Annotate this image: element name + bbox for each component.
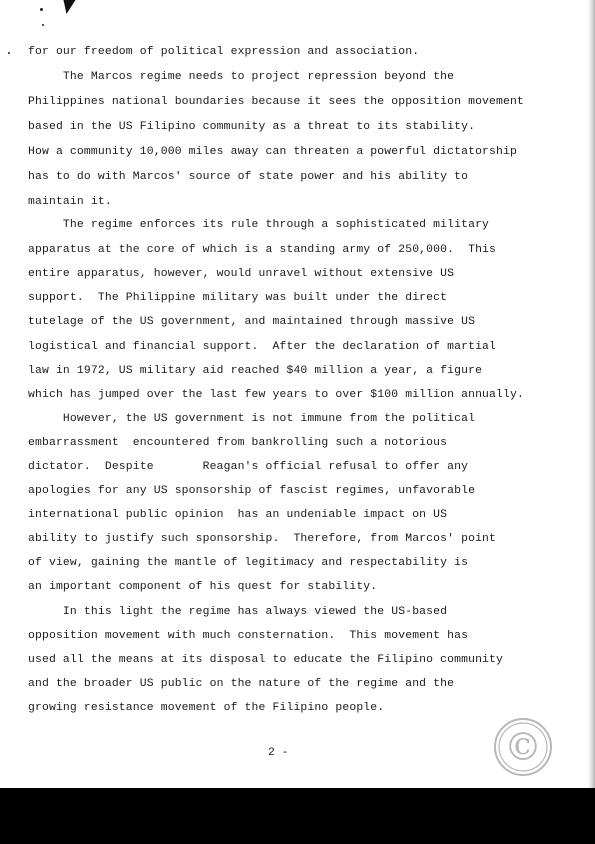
text-line: apparatus at the core of which is a standing army of 250,000. This bbox=[28, 244, 497, 256]
copyright-glyph: © bbox=[504, 725, 542, 769]
text-line: for our freedom of political expression and association. bbox=[28, 46, 420, 58]
text-line: has to do with Marcos' source of state power and his ability to bbox=[28, 171, 469, 183]
text-line: The Marcos regime needs to project repression beyond the bbox=[28, 71, 455, 83]
copyright-stamp bbox=[492, 716, 554, 778]
text-line: How a community 10,000 miles away can threaten a powerful dictatorship bbox=[28, 146, 517, 158]
text-line: logistical and financial support. After the declaration of martial bbox=[28, 341, 497, 353]
scan-border-bottom bbox=[0, 788, 595, 844]
scan-edge bbox=[588, 0, 595, 788]
text-line: However, the US government is not immune from the political bbox=[28, 413, 476, 425]
text-line: apologies for any US sponsorship of fascist regimes, unfavorable bbox=[28, 485, 476, 497]
page-number: 2 - bbox=[268, 747, 289, 759]
text-line: international public opinion has an undeniable impact on US bbox=[28, 509, 448, 521]
text-line: entire apparatus, however, would unravel without extensive US bbox=[28, 268, 455, 280]
text-line: law in 1972, US military aid reached $40 million a year, a figure bbox=[28, 365, 483, 377]
text-line: embarrassment encountered from bankrolling such a notorious bbox=[28, 437, 448, 449]
text-line: support. The Philippine military was built under the direct bbox=[28, 292, 448, 304]
text-line: In this light the regime has always viewed the US-based bbox=[28, 606, 448, 618]
scan-speck bbox=[42, 24, 44, 26]
scan-speck bbox=[8, 52, 10, 54]
scan-speck bbox=[40, 8, 43, 11]
text-line: ability to justify such sponsorship. Therefore, from Marcos' point bbox=[28, 533, 497, 545]
text-line: growing resistance movement of the Filipino people. bbox=[28, 702, 385, 714]
text-line: dictator. Despite Reagan's official refusal to offer any bbox=[28, 461, 469, 473]
text-line: The regime enforces its rule through a sophisticated military bbox=[28, 219, 490, 231]
text-line: opposition movement with much consternation. This movement has bbox=[28, 630, 469, 642]
text-line: Philippines national boundaries because it sees the opposition movement bbox=[28, 96, 524, 108]
text-line: an important component of his quest for stability. bbox=[28, 581, 378, 593]
scan-mark bbox=[61, 0, 76, 14]
text-line: maintain it. bbox=[28, 196, 112, 208]
text-line: and the broader US public on the nature of the regime and the bbox=[28, 678, 455, 690]
text-line: which has jumped over the last few years to over $100 million annually. bbox=[28, 389, 524, 401]
text-line: of view, gaining the mantle of legitimacy and respectability is bbox=[28, 557, 469, 569]
text-line: used all the means at its disposal to educate the Filipino community bbox=[28, 654, 504, 666]
text-line: based in the US Filipino community as a threat to its stability. bbox=[28, 121, 476, 133]
text-line: tutelage of the US government, and maintained through massive US bbox=[28, 316, 476, 328]
